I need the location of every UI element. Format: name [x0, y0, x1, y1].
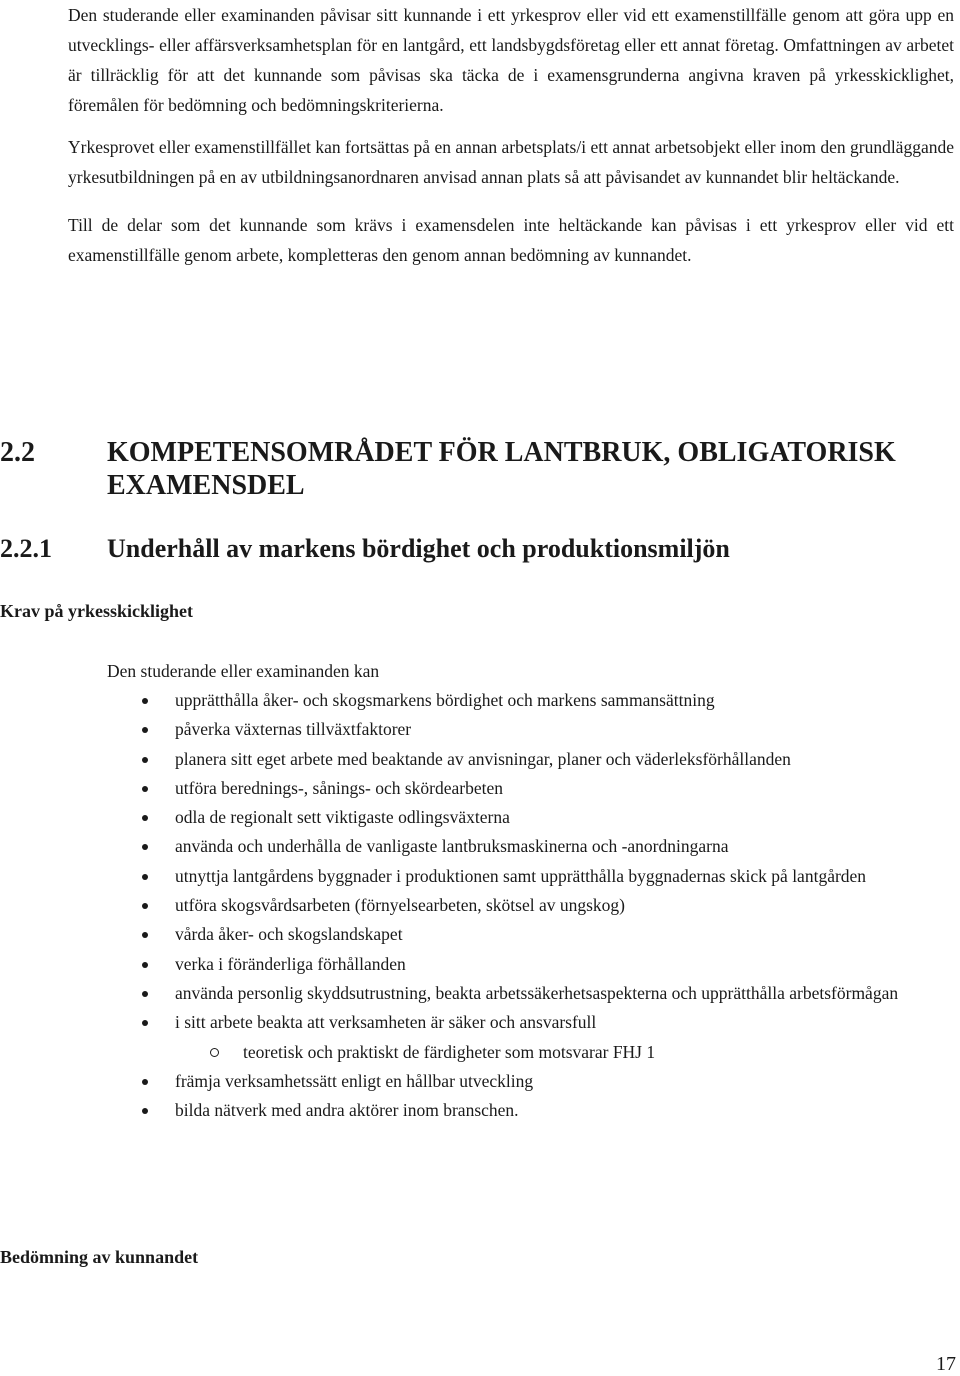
- list-item: utföra berednings-, sånings- och skördearbeten: [107, 774, 959, 803]
- list-item: vårda åker- och skogslandskapet: [107, 920, 959, 949]
- list-item: i sitt arbete beakta att verksamheten är säker och ansvarsfull: [107, 1008, 959, 1037]
- section-number: 2.2: [0, 437, 35, 468]
- assessment-heading: Bedömning av kunnandet: [0, 1247, 199, 1267]
- list-item: använda personlig skyddsutrustning, beakta arbetssäkerhetsaspekterna och upprätthålla arbetsförmågan: [107, 979, 959, 1008]
- page-number: 17: [936, 1353, 956, 1375]
- list-item: bilda nätverk med andra aktörer inom branschen.: [107, 1096, 959, 1125]
- list-item: utnyttja lantgårdens byggnader i produktionen samt upprätthålla byggnadernas skick på lantgården: [107, 862, 959, 891]
- intro-paragraph-3: Till de delar som det kunnande som krävs i examensdelen inte heltäckande kan påvisas i ett yrkesprov eller vid ett examenstillfälle genom arbete, kompletteras den genom annan bedömning av kunnandet.: [68, 215, 954, 265]
- section-title: KOMPETENSOMRÅDET FÖR LANTBRUK, OBLIGATORISK EXAMENSDEL: [107, 437, 896, 501]
- list-item: utföra skogsvårdsarbeten (förnyelsearbeten, skötsel av ungskog): [107, 891, 959, 920]
- skills-heading: Krav på yrkesskicklighet: [0, 601, 194, 621]
- section-heading: [0, 436, 960, 502]
- list-item: främja verksamhetssätt enligt en hållbar utveckling: [107, 1067, 959, 1096]
- list-item: verka i föränderliga förhållanden: [107, 950, 959, 979]
- list-item: upprätthålla åker- och skogsmarkens bördighet och markens sammansättning: [107, 686, 959, 715]
- skills-list-continued: [107, 1067, 959, 1126]
- subsection-number: 2.2.1: [0, 534, 52, 563]
- sublist-item: teoretisk och praktiskt de färdigheter som motsvarar FHJ 1: [107, 1038, 959, 1067]
- list-item: odla de regionalt sett viktigaste odlingsväxterna: [107, 803, 959, 832]
- skills-block: [107, 657, 959, 1125]
- list-item: planera sitt eget arbete med beaktande av anvisningar, planer och väderleksförhållanden: [107, 745, 959, 774]
- subsection-heading: [0, 533, 730, 565]
- subsection-title: Underhåll av markens bördighet och produktionsmiljön: [107, 534, 730, 563]
- skills-list: [107, 686, 959, 1038]
- list-item: påverka växternas tillväxtfaktorer: [107, 715, 959, 744]
- intro-paragraph-1: Den studerande eller examinanden påvisar sitt kunnande i ett yrkesprov eller vid ett examenstillfälle genom att göra upp en utvecklings- eller affärsverksamhetsplan för en lantgård, ett landsbygdsföretag eller ett annat företag. Omfattningen av arbetet är tillräcklig för att det kunnande som påvisas ska täcka de i examensgrunderna angivna kraven på yrkesskicklighet, föremålen för bedömning och bedömningskriterierna.: [68, 5, 954, 115]
- intro-text: [68, 0, 954, 288]
- skills-lead: Den studerande eller examinanden kan: [107, 661, 380, 681]
- intro-paragraph-2: Yrkesprovet eller examenstillfället kan fortsättas på en annan arbetsplats/i ett annat arbetsobjekt eller inom den grundläggande yrkesutbildningen på en av utbildningsanordnaren anvisad annan plats så att påvisandet av kunnandet blir heltäckande.: [68, 137, 954, 187]
- skills-sublist: [107, 1038, 959, 1067]
- list-item: använda och underhålla de vanligaste lantbruksmaskinerna och -anordningarna: [107, 832, 959, 861]
